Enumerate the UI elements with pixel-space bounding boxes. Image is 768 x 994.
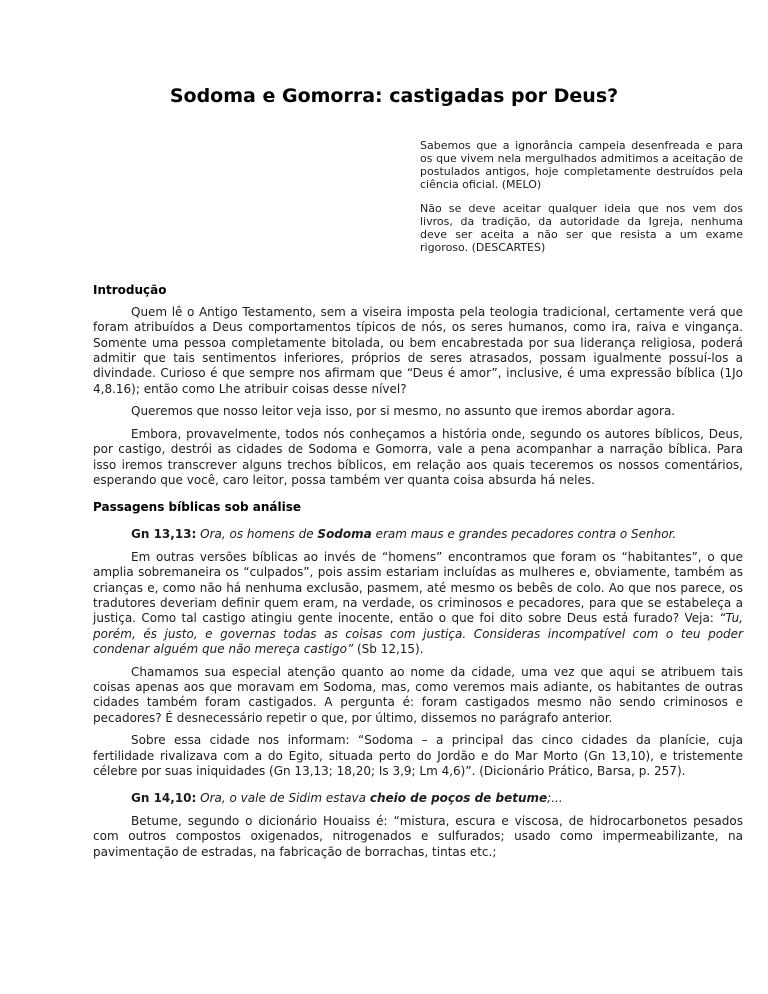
verse-text: eram maus e grandes pecadores contra o Senhor. [371,527,677,542]
analysis-paragraph-sobre-cidade: Sobre essa cidade nos informam: “Sodoma – a principal das cinco cidades da planície, cuja fertilidade rivalizava com a do Egito, situada perto do Jordão e do Mar Morto (Gn 13,10), e tristemente célebre por suas iniquidades (Gn 13,13; 18,20; Is 3,9; Lm 4,6)”. (Dicionário Prático, Barsa, p. 257). [93,733,743,778]
paragraph-text: (Sb 12,15). [353,642,424,657]
epigraph-descartes: Não se deve aceitar qualquer ideia que nos vem dos livros, da tradição, da autoridade da Igreja, nenhuma deve ser aceita a não ser que resista a um exame rigoroso. (DESCARTES) [420,201,743,254]
bible-verse-gn-13-13 [131,527,743,542]
intro-paragraph-1: Quem lê o Antigo Testamento, sem a viseira imposta pela teologia tradicional, certamente verá que foram atribuídos a Deus comportamentos típicos de nós, os seres humanos, como ira, raiva e vingança. Somente uma pessoa completamente bitolada, ou bem encabrestada por sua liderança religiosa, poderá admitir que tais sentimentos inferiores, próprios de seres atrasados, possam igualmente possuí-los a divindade. Curioso é que sempre nos afirmam que “Deus é amor”, inclusive, é uma expressão bíblica (1Jo 4,8.16); então como Lhe atribuir coisas desse nível? [93,304,743,396]
verse-text: Ora, os homens de [196,527,318,542]
intro-paragraph-2: Queremos que nosso leitor veja isso, por si mesmo, no assunto que iremos abordar agora. [131,404,676,419]
section-heading-passagens: Passagens bíblicas sob análise [93,500,301,515]
analysis-paragraph-em-outras [93,550,743,658]
verse-reference: Gn 13,13: [131,527,197,542]
bible-verse-gn-14-10 [131,791,743,806]
verse-reference: Gn 14,10: [131,791,197,806]
analysis-paragraph-betume: Betume, segundo o dicionário Houaiss é: “mistura, escura e viscosa, de hidrocarbonetos pesados com outros compostos oxigenados, nitrogenados e sulfurados; usado como impermeabilizante, na pavimentação de estradas, na fabricação de borrachas, tintas etc.; [93,813,743,859]
inline-scripture-quote: “Tu, porém, és justo, e governas todas as coisas com justiça. Consideras incompatível com o teu poder condenar alguém que não mereça castigo” [93,611,743,657]
verse-emphasis: cheio de poços de betume [369,791,548,806]
verse-text: ;... [547,791,563,806]
document-title: Sodoma e Gomorra: castigadas por Deus? [169,85,619,107]
epigraph-block [420,139,743,254]
section-heading-introducao: Introdução [93,282,167,297]
analysis-paragraph-chamamos: Chamamos sua especial atenção quanto ao nome da cidade, uma vez que aqui se atribuem tais coisas apenas aos que moravam em Sodoma, mas, como veremos mais adiante, os habitantes de outras cidades também foram castigados. A pergunta é: foram castigados mesmo não sendo criminosos e pecadores? É desnecessário repetir o que, por último, dissemos no parágrafo anterior. [93,664,743,725]
paragraph-text: Em outras versões bíblicas ao invés de “homens” encontramos que foram os “habitantes”, o que amplia sobremaneira os “culpados”, pois assim estariam incluídas as mulheres e, obviamente, também as crianças e, como não há nenhuma exclusão, pasmem, até mesmo os bebês de colo. Ao que nos parece, os tradutores deveriam definir quem eram, na verdade, os criminosos e pecadores, para que se estabeleça a justiça. Como tal castigo atingiu gente inocente, então o que foi dito sobre Deus está furado? Veja: [93,549,743,626]
epigraph-melo: Sabemos que a ignorância campeia desenfreada e para os que vivem nela mergulhados admitimos a aceitação de postulados antigos, hoje completamente destruídos pela ciência oficial. (MELO) [420,138,743,191]
verse-emphasis: Sodoma [317,527,372,542]
intro-paragraph-3: Embora, provavelmente, todos nós conheçamos a história onde, segundo os autores bíblicos, Deus, por castigo, destrói as cidades de Sodoma e Gomorra, vale a pena acompanhar a narração bíblica. Para isso iremos transcrever alguns trechos bíblicos, em relação aos quais teceremos os nossos comentários, esperando que você, caro leitor, possa também ver quanta coisa absurda há neles. [93,426,743,487]
verse-text: Ora, o vale de Sidim estava [196,791,370,806]
